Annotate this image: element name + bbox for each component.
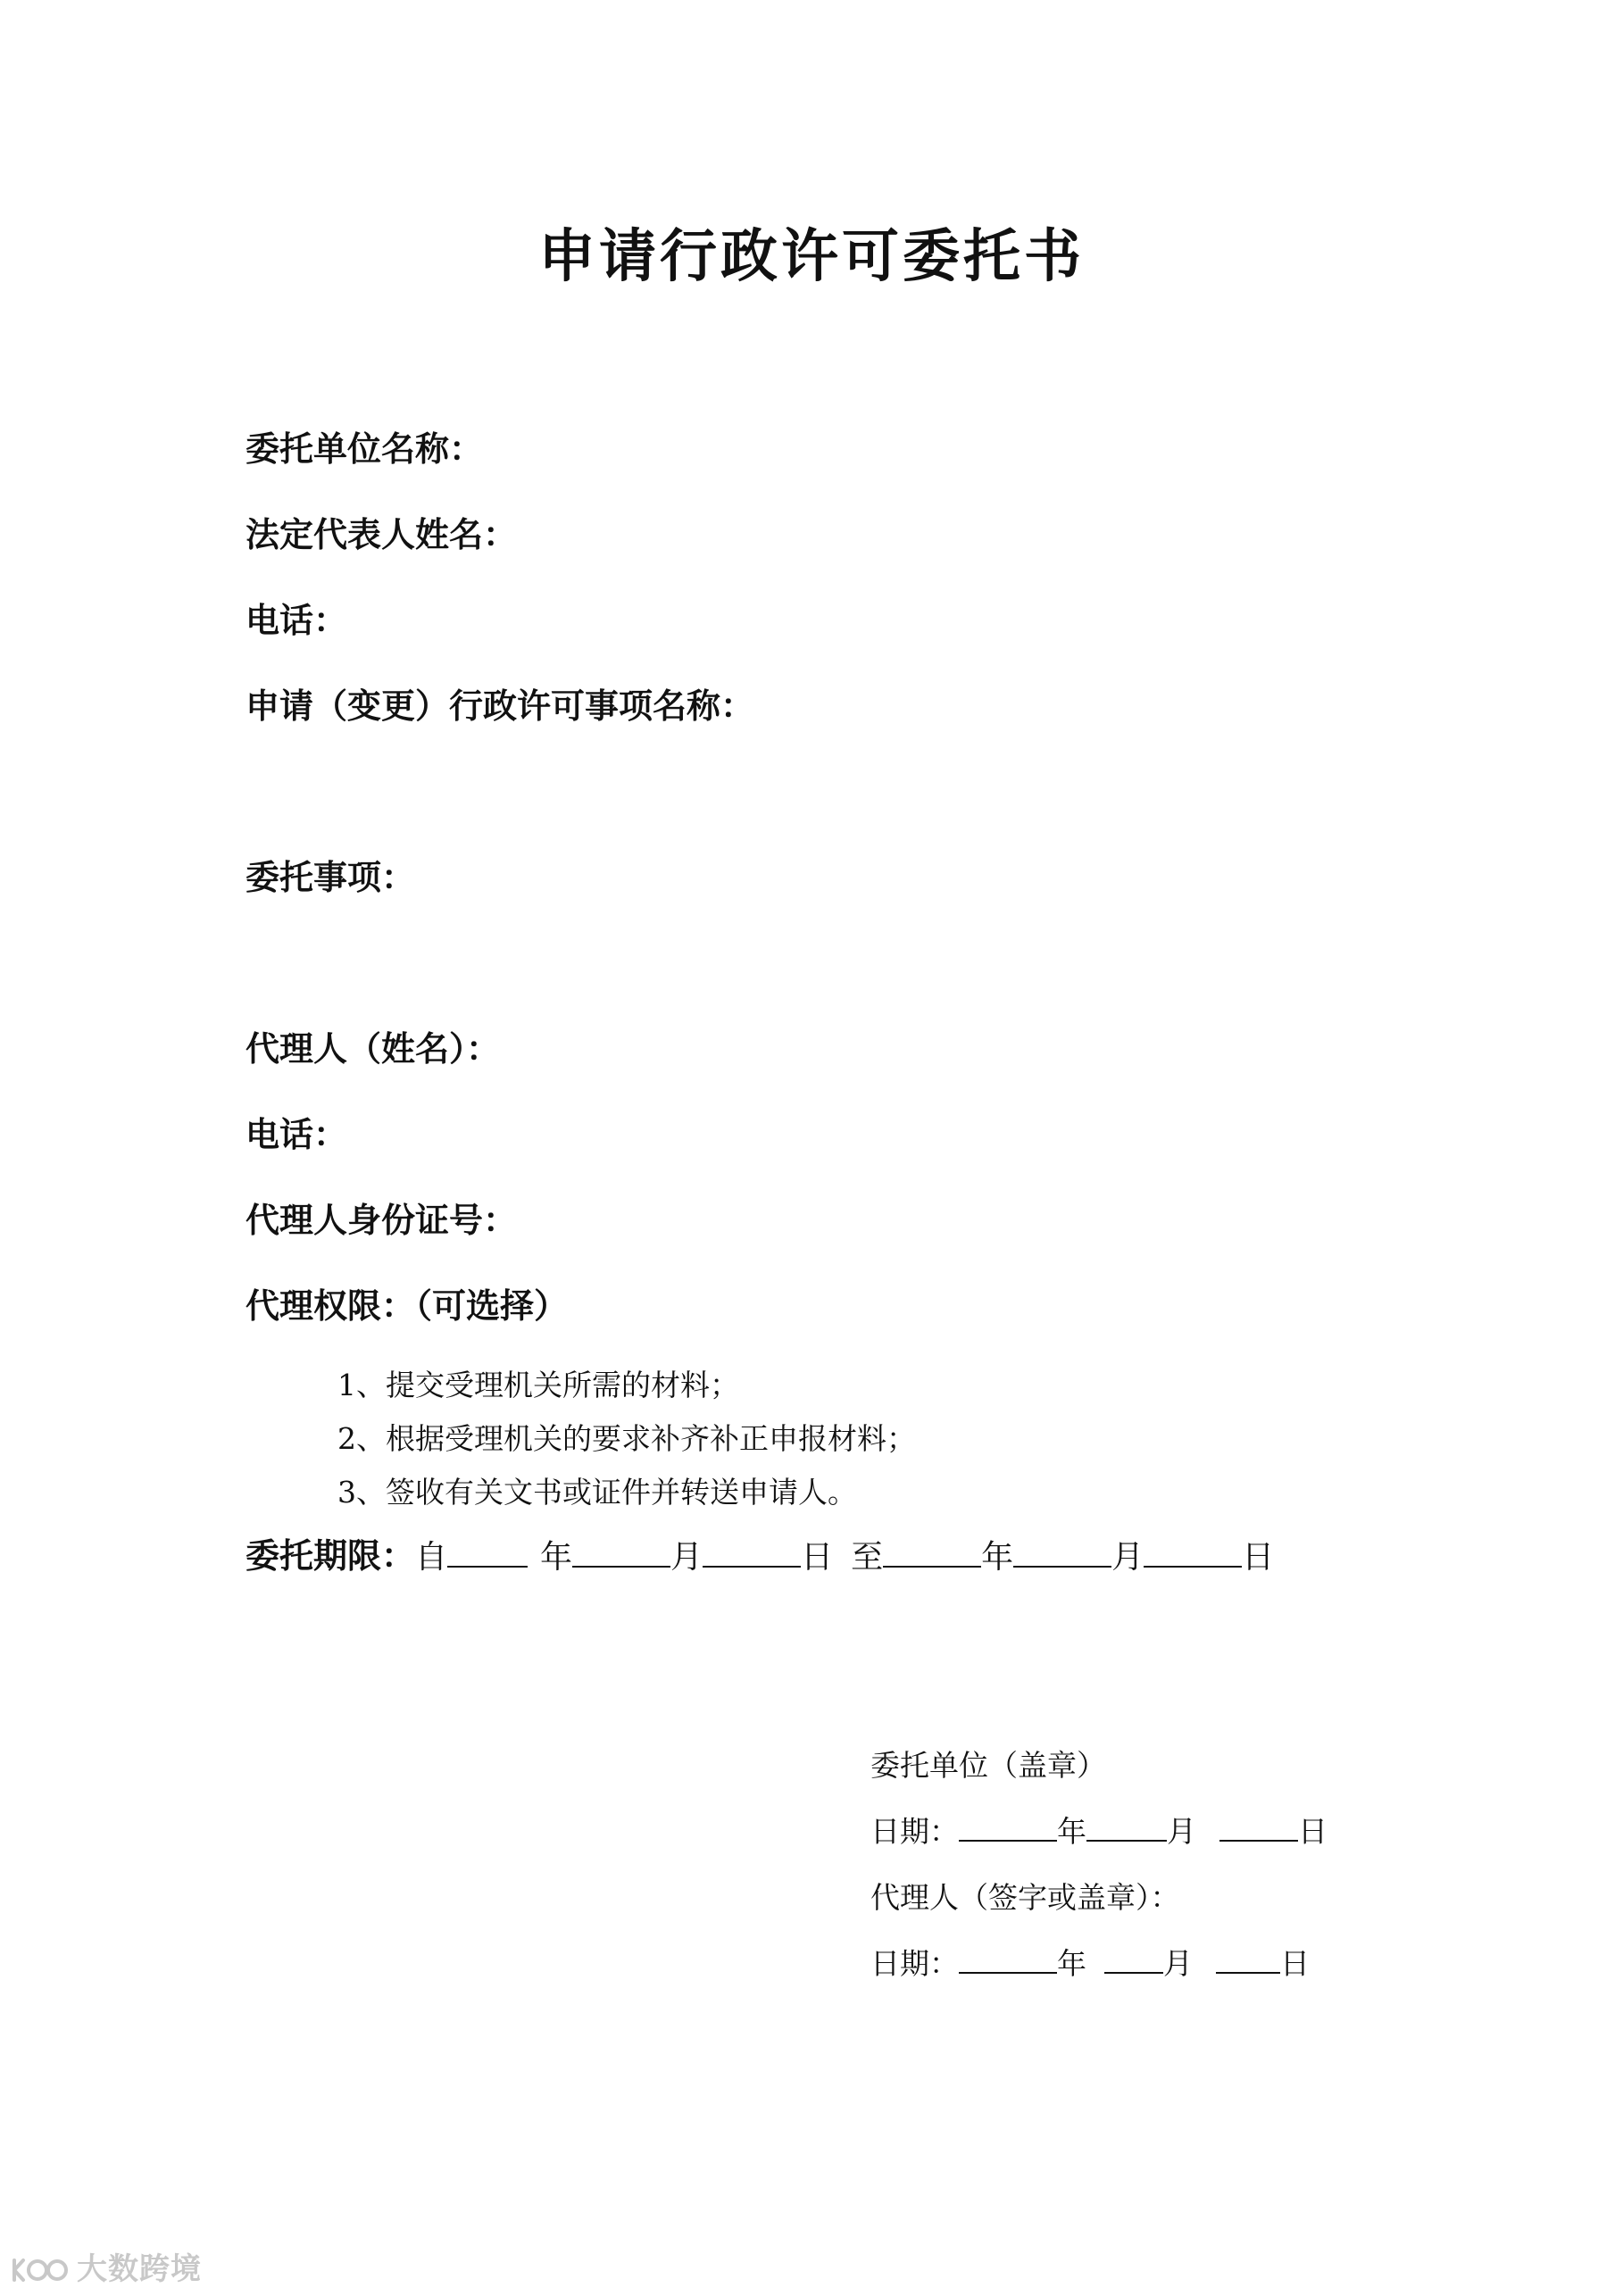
watermark-logo-icon: [9, 2253, 71, 2285]
end-day-unit: 日: [1242, 1539, 1275, 1576]
unit-date-day-blank: [1219, 1813, 1298, 1842]
authority-option-2: 2、根据受理机关的要求补齐补正申报材料；: [337, 1421, 916, 1456]
unit-date-line: [870, 1812, 1328, 1851]
period-from: 自: [415, 1539, 448, 1576]
end-year-blank: [883, 1534, 981, 1568]
watermark: [9, 2250, 223, 2289]
unit-date-year: 年: [1057, 1814, 1086, 1849]
agent-date-month: 月: [1163, 1946, 1193, 1981]
unit-date-month-blank: [1086, 1813, 1167, 1842]
start-year-blank: [447, 1534, 528, 1568]
start-day-unit: 日: [801, 1539, 834, 1576]
agent-date-day: 日: [1280, 1946, 1310, 1981]
end-month-unit: 月: [1111, 1539, 1144, 1576]
authority-option-3: 3、签收有关文书或证件并转送申请人。: [337, 1475, 857, 1510]
unit-date-year-blank: [959, 1813, 1057, 1842]
start-year-unit: 年: [540, 1539, 573, 1576]
watermark-text: 大数跨境: [77, 2251, 202, 2287]
start-month-blank: [572, 1534, 670, 1568]
agent-authority-label: 代理权限：（可选择）: [246, 1285, 569, 1326]
unit-seal-label: 委托单位（盖章）: [870, 1748, 1106, 1783]
agent-date-line: [870, 1944, 1310, 1984]
agent-date-year-blank: [959, 1945, 1057, 1974]
agent-date-year: 年: [1057, 1946, 1086, 1981]
agent-date-day-blank: [1216, 1945, 1280, 1974]
period-to: 至: [851, 1539, 884, 1576]
entrusting-unit-label: 委托单位名称：: [246, 428, 484, 469]
legal-representative-label: 法定代表人姓名：: [246, 514, 518, 554]
entrust-period-row: [246, 1534, 1274, 1580]
start-day-blank: [703, 1534, 801, 1568]
entrust-period-label: 委托期限：: [246, 1535, 416, 1576]
agent-phone-label: 电话：: [246, 1114, 348, 1154]
start-month-unit: 月: [670, 1539, 703, 1576]
unit-date-day: 日: [1298, 1814, 1328, 1849]
authority-option-1: 1、提交受理机关所需的材料；: [337, 1368, 739, 1402]
end-year-unit: 年: [981, 1539, 1014, 1576]
agent-date-month-blank: [1104, 1945, 1163, 1974]
entrusted-matters-label: 委托事项：: [246, 857, 416, 897]
unit-date-label: 日期：: [870, 1814, 959, 1849]
end-day-blank: [1144, 1534, 1242, 1568]
unit-date-month: 月: [1167, 1814, 1196, 1849]
unit-phone-label: 电话：: [246, 600, 348, 640]
agent-sign-label: 代理人（签字或盖章）：: [870, 1880, 1180, 1915]
document-title: 申请行政许可委托书: [538, 223, 1085, 290]
agent-date-label: 日期：: [870, 1946, 959, 1981]
permit-item-label: 申请（变更）行政许可事项名称：: [246, 686, 755, 726]
end-month-blank: [1013, 1534, 1111, 1568]
agent-name-label: 代理人（姓名）：: [246, 1028, 501, 1069]
agent-id-label: 代理人身份证号：: [246, 1200, 518, 1240]
